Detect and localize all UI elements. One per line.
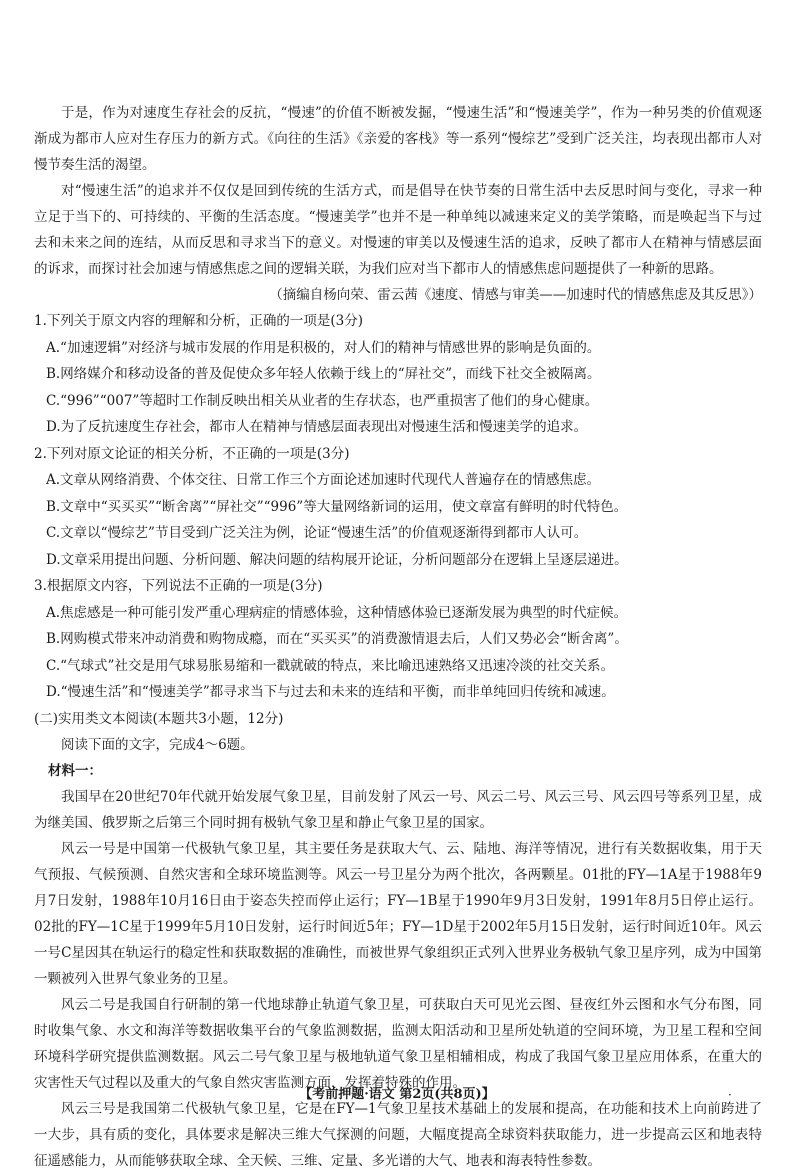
- question-option: C.“气球式”社交是用气球易胀易缩和一戳就破的特点，来比喻迅速熟络又迅速冷淡的社交关系。: [46, 657, 614, 674]
- question-2: [34, 441, 762, 574]
- question-option: A.文章从网络消费、个体交往、日常工作三个方面论述加速时代现代人普遍存在的情感焦虑。: [46, 472, 601, 488]
- question-option: B.网购模式带来冲动消费和购物成瘾，而在“买买买”的消费激情退去后，人们又势必会“断舍离”。: [46, 631, 628, 647]
- question-option: D.文章采用提出问题、分析问题、解决问题的结构展开论证，分析问题部分在逻辑上呈逐层递进。: [46, 551, 628, 568]
- section-instruction: 阅读下面的文字，完成4～6题。: [61, 737, 254, 753]
- material-paragraph: 风云三号是我国第二代极轨气象卫星，它是在FY—1气象卫星技术基础上的发展和提高，在功能和技术上向前跨进了一大步，具有质的变化，具体要求是解决三维大气探测的问题，大幅度提高全球资料获取能力，进一步提高云区和地表特征遥感能力，从而能够获取全球、全天候、三维、定量、多光谱的大气、地表和海表特性参数。: [34, 1101, 762, 1169]
- question-option: C.“996”“007”等超时工作制反映出相关从业者的生存状态，也严重损害了他们的身心健康。: [46, 392, 599, 409]
- passage-source: （摘编自杨向荣、雷云茜《速度、情感与审美——加速时代的情感焦虑及其反思》）: [269, 287, 762, 303]
- material-label: 材料一：: [48, 763, 102, 779]
- material-paragraph: 风云二号是我国自行研制的第一代地球静止轨道气象卫星，可获取白天可见光云图、昼夜红外云图和水气分布图，同时收集气象、水文和海洋等数据收集平台的气象监测数据，监测太阳活动和卫星所处轨道的空间环境，为卫星工程和空间环境科学研究提供监测数据。风云二号气象卫星与极地轨道气象卫星相辅相成，构成了我国气象卫星应用体系，在重大的灾害性天气过程以及重大的气象自然灾害监测方面，发挥着特殊的作用。: [34, 997, 762, 1091]
- section-heading: (二)实用类文本阅读(本题共3小题，12分): [34, 710, 284, 727]
- question-option: A.焦虑感是一种可能引发严重心理病症的情感体验，这种情感体验已逐渐发展为典型的时代症候。: [46, 604, 628, 621]
- footer-mark: ·: [728, 1088, 732, 1102]
- question-stem: 3.根据原文内容，下列说法不正确的一项是(3分): [34, 578, 323, 594]
- page-body: [34, 100, 762, 1174]
- question-option: C.文章以“慢综艺”节目受到广泛关注为例，论证“慢速生活”的价值观逐渐得到都市人认可。: [46, 525, 588, 541]
- question-option: B.网络媒介和移动设备的普及促使众多年轻人依赖于线上的“屏社交”，而线下社交全被隔离。: [46, 366, 601, 382]
- material-paragraph: 风云一号是中国第一代极轨气象卫星，其主要任务是获取大气、云、陆地、海洋等情况，进行有关数据收集，用于天气预报、气候预测、自然灾害和全球环境监测等。风云一号卫星分为两个批次，各两颗星。01批的FY—1A星于1988年9月7日发射，1988年10月16日由于姿态失控而停止运行；FY—1B星于1990年9月3日发射，1991年8月5日停止运行。02批的FY—1C星于1999年5月10日发射，运行时间近5年；FY—1D星于2002年5月15日发射，运行时间近10年。风云一号C星因其在轨运行的稳定性和获取数据的准确性，而被世界气象组织正式列入世界业务极轨气象卫星序列，成为中国第一颗被列入世界气象业务的卫星。: [34, 841, 762, 987]
- question-option: D.为了反抗速度生存社会，都市人在精神与情感层面表现出对慢速生活和慢速美学的追求。: [46, 419, 588, 435]
- question-option: B.文章中“买买买”“断舍离”“屏社交”“996”等大量网络新词的运用，使文章富有鲜明的时代特色。: [46, 498, 628, 515]
- question-stem: 1.下列关于原文内容的理解和分析，正确的一项是(3分): [34, 313, 364, 329]
- page-footer: 【考前押题·语文 第2页(共8页)】: [299, 1087, 495, 1100]
- passage-paragraph: 于是，作为对速度生存社会的反抗，“慢速”的价值不断被发掘，“慢速生活”和“慢速美学”，作为一种另类的价值观逐渐成为都市人应对生存压力的新方式。《向往的生活》《亲爱的客栈》等一系列“慢综艺”受到广泛关注，均表现出都市人对慢节奏生活的渴望。: [34, 105, 762, 173]
- passage-paragraph: 对“慢速生活”的追求并不仅仅是回到传统的生活方式，而是倡导在快节奏的日常生活中去反思时间与变化，寻求一种立足于当下的、可持续的、平衡的生活态度。“慢速美学”也并不是一种单纯以减速来定义的美学策略，而是唤起当下与过去和未来之间的连结，从而反思和寻求当下的意义。对慢速的审美以及慢速生活的追求，反映了都市人在精神与情感层面的诉求，而探讨社会加速与情感焦虑之间的逻辑关联，为我们应对当下都市人的情感焦虑问题提供了一种新的思路。: [34, 183, 762, 277]
- question-option: D.“慢速生活”和“慢速美学”都寻求当下与过去和未来的连结和平衡，而非单纯回归传统和减速。: [46, 684, 615, 700]
- material-paragraph: 我国早在20世纪70年代就开始发展气象卫星，目前发射了风云一号、风云二号、风云三号、风云四号等系列卫星，成为继美国、俄罗斯之后第三个同时拥有极轨气象卫星和静止气象卫星的国家。: [34, 789, 762, 831]
- question-1: [34, 308, 762, 441]
- question-stem: 2.下列对原文论证的相关分析，不正确的一项是(3分): [34, 445, 350, 462]
- question-option: A.“加速逻辑”对经济与城市发展的作用是积极的，对人们的精神与情感世界的影响是负面的。: [46, 339, 601, 356]
- question-3: [34, 573, 762, 706]
